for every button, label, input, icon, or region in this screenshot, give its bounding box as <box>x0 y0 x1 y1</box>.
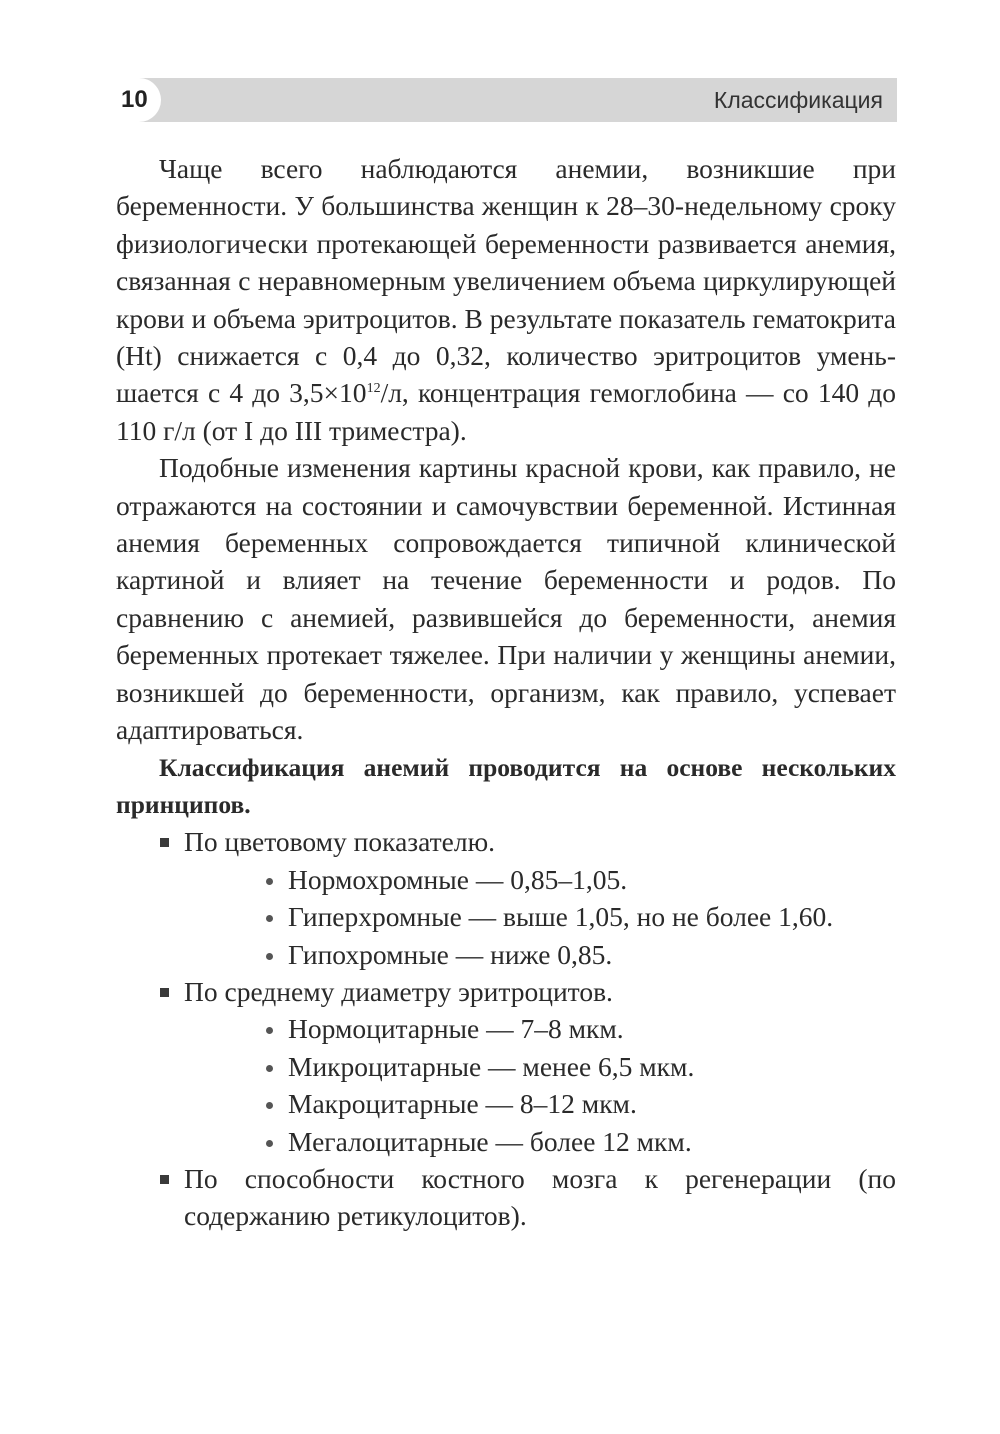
sub-list-item <box>184 1010 896 1047</box>
sub-list-item-text: Мегалоцитарные — более 12 мкм. <box>288 1125 692 1157</box>
page-number-tab <box>113 78 161 122</box>
paragraph-text: Чаще всего наблюдаются анемии, возникшие при беременности. У большинства женщин к 28–30-недельному сроку физиологически протекающей беременности развивается анемия, связанная с неравномерным увеличением объема циркулирующей крови и объема эритроцитов. В результате показатель гематокрита (Ht) снижается с 0,4 до 0,32, количество эритроцитов уменьшается с 4 до 3,5×10 <box>116 153 896 409</box>
sub-list-item <box>184 898 896 935</box>
sub-list <box>184 1010 896 1160</box>
round-bullet-icon <box>266 915 273 922</box>
sub-list-item <box>184 1085 896 1122</box>
sub-list-item-text: Нормоцитарные — 7–8 мкм. <box>288 1013 624 1045</box>
sub-list-item <box>184 1048 896 1085</box>
sub-list-item <box>184 1123 896 1160</box>
sub-list <box>184 861 896 973</box>
square-bullet-icon <box>160 1175 169 1184</box>
page-number: 10 <box>121 86 148 113</box>
list-item <box>116 973 896 1160</box>
classification-heading: Классификация анемий проводится на основе нескольких принципов. <box>116 752 896 819</box>
paragraph-blood-changes: Подобные изменения картины красной крови, как правило, не отражаются на состоянии и самочувствии беременной. Истинная анемия беременных сопровождается типичной клинической картиной и влияет на течение беременности и родов. По сравнению с анемией, развившейся до беременности, анемия беременных протекает тяжелее. При наличии у женщины анемии, возникшей до беременности, организм, как правило, успевает адаптироваться. <box>116 452 896 746</box>
list-item <box>116 823 896 973</box>
square-bullet-icon <box>160 988 169 997</box>
round-bullet-icon <box>266 1140 273 1147</box>
round-bullet-icon <box>266 1102 273 1109</box>
paragraph-pregnancy-anemia <box>116 150 896 449</box>
list-item-label: По способности костного мозга к регенерации (по содержанию ретикулоцитов). <box>184 1162 896 1232</box>
classification-list <box>116 823 896 1234</box>
superscript: 12 <box>366 381 381 397</box>
sub-list-item-text: Макроцитарные — 8–12 мкм. <box>288 1088 637 1120</box>
sub-list-item-text: Микроцитарные — менее 6,5 мкм. <box>288 1050 695 1082</box>
sub-list-item-text: Гиперхромные — выше 1,05, но не более 1,60. <box>288 901 834 933</box>
round-bullet-icon <box>266 1065 273 1072</box>
running-title: Классификация <box>713 87 883 113</box>
page-body <box>116 150 896 1235</box>
sub-list-item-text: Нормохромные — 0,85–1,05. <box>288 863 628 895</box>
list-item-label: По цветовому показателю. <box>184 826 496 858</box>
sub-list-item <box>184 861 896 898</box>
paragraph-text: /л, концентрация гемоглобина — со 140 до 110 г/л (от I до III триместра). <box>116 377 896 446</box>
round-bullet-icon <box>266 878 273 885</box>
sub-list-item <box>184 936 896 973</box>
list-item-label: По среднему диаметру эритроцитов. <box>184 975 613 1007</box>
square-bullet-icon <box>160 838 169 847</box>
round-bullet-icon <box>266 953 273 960</box>
round-bullet-icon <box>266 1027 273 1034</box>
list-item <box>116 1160 896 1235</box>
sub-list-item-text: Гипохромные — ниже 0,85. <box>288 938 613 970</box>
page-header <box>113 78 897 122</box>
